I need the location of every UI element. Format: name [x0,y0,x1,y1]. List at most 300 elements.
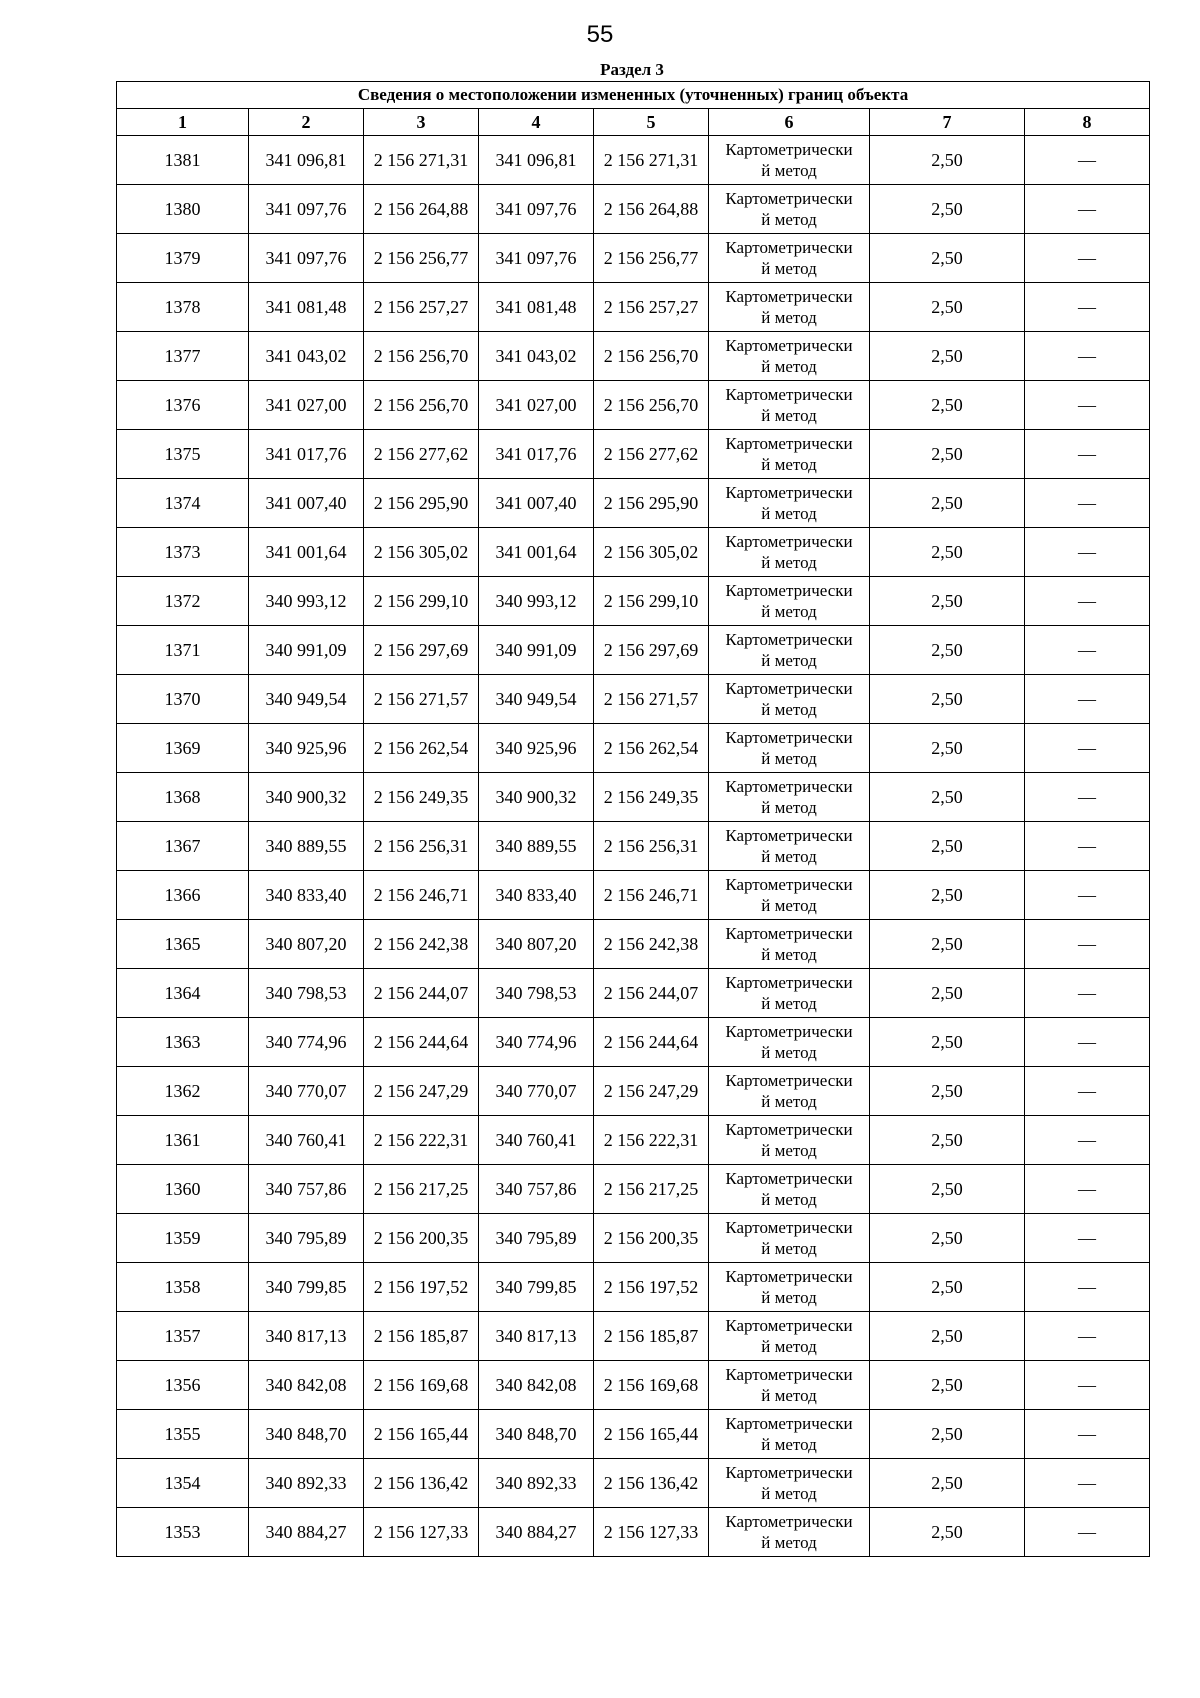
method-line: Картометрически [725,1071,853,1090]
table-row [117,1214,1150,1263]
refined-x-coordinate: 341 081,48 [479,283,594,332]
table-row [117,969,1150,1018]
accuracy-value: 2,50 [870,724,1025,773]
refined-y-coordinate: 2 156 299,10 [594,577,709,626]
point-number: 1361 [117,1116,249,1165]
determination-method [709,136,870,185]
method-line: Картометрически [725,1316,853,1335]
table-row [117,1508,1150,1557]
refined-x-coordinate: 340 770,07 [479,1067,594,1116]
existing-y-coordinate: 2 156 256,70 [364,332,479,381]
refined-x-coordinate: 340 993,12 [479,577,594,626]
accuracy-value: 2,50 [870,773,1025,822]
note-dash: — [1025,136,1150,185]
accuracy-value: 2,50 [870,871,1025,920]
note-dash: — [1025,1410,1150,1459]
determination-method [709,430,870,479]
method-line: Картометрически [725,679,853,698]
method-line: Картометрически [725,1120,853,1139]
point-number: 1367 [117,822,249,871]
table-row [117,430,1150,479]
accuracy-value: 2,50 [870,283,1025,332]
refined-x-coordinate: 340 807,20 [479,920,594,969]
point-number: 1365 [117,920,249,969]
method-line: й метод [761,798,817,817]
existing-x-coordinate: 340 770,07 [249,1067,364,1116]
determination-method [709,577,870,626]
accuracy-value: 2,50 [870,1214,1025,1263]
point-number: 1376 [117,381,249,430]
refined-y-coordinate: 2 156 295,90 [594,479,709,528]
method-line: й метод [761,1239,817,1258]
existing-x-coordinate: 340 799,85 [249,1263,364,1312]
table-row [117,234,1150,283]
determination-method [709,185,870,234]
table-row [117,626,1150,675]
existing-x-coordinate: 340 774,96 [249,1018,364,1067]
point-number: 1375 [117,430,249,479]
method-line: й метод [761,602,817,621]
existing-y-coordinate: 2 156 185,87 [364,1312,479,1361]
refined-y-coordinate: 2 156 256,70 [594,332,709,381]
existing-x-coordinate: 341 017,76 [249,430,364,479]
column-header: 5 [594,109,709,136]
note-dash: — [1025,724,1150,773]
existing-y-coordinate: 2 156 165,44 [364,1410,479,1459]
existing-y-coordinate: 2 156 256,77 [364,234,479,283]
determination-method [709,675,870,724]
point-number: 1380 [117,185,249,234]
refined-y-coordinate: 2 156 247,29 [594,1067,709,1116]
note-dash: — [1025,1312,1150,1361]
point-number: 1368 [117,773,249,822]
method-line: Картометрически [725,434,853,453]
table-row [117,577,1150,626]
refined-x-coordinate: 340 757,86 [479,1165,594,1214]
existing-x-coordinate: 340 757,86 [249,1165,364,1214]
method-line: й метод [761,1484,817,1503]
existing-y-coordinate: 2 156 297,69 [364,626,479,675]
existing-x-coordinate: 340 892,33 [249,1459,364,1508]
section-title: Раздел 3 [600,60,664,79]
existing-x-coordinate: 340 760,41 [249,1116,364,1165]
accuracy-value: 2,50 [870,626,1025,675]
table-row [117,479,1150,528]
determination-method [709,773,870,822]
accuracy-value: 2,50 [870,1067,1025,1116]
point-number: 1354 [117,1459,249,1508]
refined-x-coordinate: 340 889,55 [479,822,594,871]
point-number: 1356 [117,1361,249,1410]
refined-y-coordinate: 2 156 256,70 [594,381,709,430]
method-line: Картометрически [725,1463,853,1482]
determination-method [709,381,870,430]
boundary-coordinates-table [116,81,1150,1557]
table-row [117,675,1150,724]
note-dash: — [1025,479,1150,528]
refined-x-coordinate: 340 848,70 [479,1410,594,1459]
table-row [117,1410,1150,1459]
method-line: й метод [761,1092,817,1111]
accuracy-value: 2,50 [870,969,1025,1018]
existing-y-coordinate: 2 156 246,71 [364,871,479,920]
method-line: Картометрически [725,777,853,796]
point-number: 1371 [117,626,249,675]
note-dash: — [1025,528,1150,577]
existing-x-coordinate: 340 884,27 [249,1508,364,1557]
refined-y-coordinate: 2 156 244,64 [594,1018,709,1067]
point-number: 1353 [117,1508,249,1557]
method-line: Картометрически [725,140,853,159]
table-row [117,185,1150,234]
existing-x-coordinate: 340 795,89 [249,1214,364,1263]
accuracy-value: 2,50 [870,1165,1025,1214]
point-number: 1366 [117,871,249,920]
refined-x-coordinate: 340 774,96 [479,1018,594,1067]
note-dash: — [1025,1018,1150,1067]
point-number: 1362 [117,1067,249,1116]
table-row [117,1312,1150,1361]
existing-y-coordinate: 2 156 244,64 [364,1018,479,1067]
method-line: й метод [761,1288,817,1307]
accuracy-value: 2,50 [870,1018,1025,1067]
method-line: й метод [761,1141,817,1160]
refined-x-coordinate: 341 017,76 [479,430,594,479]
point-number: 1369 [117,724,249,773]
refined-x-coordinate: 341 097,76 [479,185,594,234]
existing-x-coordinate: 341 027,00 [249,381,364,430]
refined-y-coordinate: 2 156 197,52 [594,1263,709,1312]
refined-x-coordinate: 340 991,09 [479,626,594,675]
table-row [117,822,1150,871]
method-line: й метод [761,259,817,278]
existing-x-coordinate: 340 817,13 [249,1312,364,1361]
existing-y-coordinate: 2 156 249,35 [364,773,479,822]
refined-y-coordinate: 2 156 262,54 [594,724,709,773]
point-number: 1381 [117,136,249,185]
refined-y-coordinate: 2 156 127,33 [594,1508,709,1557]
point-number: 1359 [117,1214,249,1263]
note-dash: — [1025,1459,1150,1508]
determination-method [709,1410,870,1459]
method-line: Картометрически [725,1267,853,1286]
refined-y-coordinate: 2 156 185,87 [594,1312,709,1361]
existing-y-coordinate: 2 156 295,90 [364,479,479,528]
determination-method [709,1116,870,1165]
column-header: 2 [249,109,364,136]
determination-method [709,332,870,381]
refined-x-coordinate: 340 798,53 [479,969,594,1018]
method-line: Картометрически [725,336,853,355]
determination-method [709,1508,870,1557]
existing-x-coordinate: 341 097,76 [249,234,364,283]
column-header: 8 [1025,109,1150,136]
method-line: й метод [761,308,817,327]
accuracy-value: 2,50 [870,822,1025,871]
accuracy-value: 2,50 [870,185,1025,234]
method-line: Картометрически [725,385,853,404]
method-line: й метод [761,504,817,523]
table-row [117,1459,1150,1508]
refined-x-coordinate: 341 027,00 [479,381,594,430]
point-number: 1360 [117,1165,249,1214]
note-dash: — [1025,430,1150,479]
accuracy-value: 2,50 [870,381,1025,430]
note-dash: — [1025,1263,1150,1312]
existing-x-coordinate: 340 842,08 [249,1361,364,1410]
refined-y-coordinate: 2 156 256,77 [594,234,709,283]
determination-method [709,283,870,332]
existing-x-coordinate: 341 096,81 [249,136,364,185]
note-dash: — [1025,675,1150,724]
refined-y-coordinate: 2 156 264,88 [594,185,709,234]
accuracy-value: 2,50 [870,234,1025,283]
note-dash: — [1025,1361,1150,1410]
point-number: 1358 [117,1263,249,1312]
existing-y-coordinate: 2 156 256,31 [364,822,479,871]
method-line: Картометрически [725,826,853,845]
table-row [117,1263,1150,1312]
table-row [117,1067,1150,1116]
existing-x-coordinate: 340 991,09 [249,626,364,675]
method-line: й метод [761,455,817,474]
accuracy-value: 2,50 [870,1508,1025,1557]
existing-x-coordinate: 340 925,96 [249,724,364,773]
table-row [117,773,1150,822]
accuracy-value: 2,50 [870,1410,1025,1459]
existing-y-coordinate: 2 156 222,31 [364,1116,479,1165]
refined-y-coordinate: 2 156 305,02 [594,528,709,577]
refined-x-coordinate: 341 096,81 [479,136,594,185]
refined-y-coordinate: 2 156 297,69 [594,626,709,675]
refined-y-coordinate: 2 156 169,68 [594,1361,709,1410]
point-number: 1378 [117,283,249,332]
accuracy-value: 2,50 [870,528,1025,577]
note-dash: — [1025,381,1150,430]
refined-x-coordinate: 341 097,76 [479,234,594,283]
refined-x-coordinate: 341 043,02 [479,332,594,381]
refined-x-coordinate: 341 001,64 [479,528,594,577]
existing-x-coordinate: 340 807,20 [249,920,364,969]
method-line: Картометрически [725,1512,853,1531]
refined-y-coordinate: 2 156 222,31 [594,1116,709,1165]
existing-y-coordinate: 2 156 242,38 [364,920,479,969]
refined-y-coordinate: 2 156 244,07 [594,969,709,1018]
point-number: 1372 [117,577,249,626]
column-header: 4 [479,109,594,136]
determination-method [709,871,870,920]
refined-y-coordinate: 2 156 165,44 [594,1410,709,1459]
table-row [117,920,1150,969]
table-row [117,283,1150,332]
note-dash: — [1025,822,1150,871]
existing-y-coordinate: 2 156 277,62 [364,430,479,479]
determination-method [709,1165,870,1214]
determination-method [709,479,870,528]
method-line: Картометрически [725,1414,853,1433]
determination-method [709,920,870,969]
method-line: Картометрически [725,1365,853,1384]
refined-x-coordinate: 340 892,33 [479,1459,594,1508]
refined-x-coordinate: 340 884,27 [479,1508,594,1557]
refined-x-coordinate: 340 760,41 [479,1116,594,1165]
table-row [117,136,1150,185]
existing-x-coordinate: 340 889,55 [249,822,364,871]
note-dash: — [1025,1116,1150,1165]
refined-x-coordinate: 340 817,13 [479,1312,594,1361]
determination-method [709,1459,870,1508]
note-dash: — [1025,773,1150,822]
determination-method [709,1361,870,1410]
note-dash: — [1025,1165,1150,1214]
determination-method [709,1263,870,1312]
refined-y-coordinate: 2 156 242,38 [594,920,709,969]
existing-y-coordinate: 2 156 244,07 [364,969,479,1018]
method-line: Картометрически [725,924,853,943]
method-line: й метод [761,357,817,376]
determination-method [709,626,870,675]
method-line: Картометрически [725,189,853,208]
method-line: й метод [761,1386,817,1405]
table-row [117,528,1150,577]
method-line: Картометрически [725,875,853,894]
column-header: 3 [364,109,479,136]
method-line: й метод [761,161,817,180]
existing-x-coordinate: 341 043,02 [249,332,364,381]
accuracy-value: 2,50 [870,920,1025,969]
existing-x-coordinate: 341 081,48 [249,283,364,332]
method-line: й метод [761,749,817,768]
method-line: Картометрически [725,1218,853,1237]
method-line: й метод [761,700,817,719]
method-line: Картометрически [725,1022,853,1041]
table-row [117,332,1150,381]
note-dash: — [1025,332,1150,381]
refined-x-coordinate: 340 799,85 [479,1263,594,1312]
refined-x-coordinate: 340 949,54 [479,675,594,724]
method-line: й метод [761,1533,817,1552]
accuracy-value: 2,50 [870,1459,1025,1508]
existing-y-coordinate: 2 156 197,52 [364,1263,479,1312]
method-line: й метод [761,847,817,866]
existing-y-coordinate: 2 156 271,57 [364,675,479,724]
note-dash: — [1025,626,1150,675]
determination-method [709,234,870,283]
method-line: Картометрически [725,287,853,306]
determination-method [709,724,870,773]
point-number: 1355 [117,1410,249,1459]
determination-method [709,1214,870,1263]
existing-y-coordinate: 2 156 262,54 [364,724,479,773]
existing-x-coordinate: 340 949,54 [249,675,364,724]
table-row [117,1165,1150,1214]
existing-y-coordinate: 2 156 271,31 [364,136,479,185]
existing-y-coordinate: 2 156 257,27 [364,283,479,332]
refined-x-coordinate: 340 833,40 [479,871,594,920]
method-line: Картометрически [725,532,853,551]
existing-x-coordinate: 340 833,40 [249,871,364,920]
existing-x-coordinate: 340 993,12 [249,577,364,626]
determination-method [709,1312,870,1361]
refined-y-coordinate: 2 156 271,31 [594,136,709,185]
existing-x-coordinate: 341 097,76 [249,185,364,234]
column-header: 6 [709,109,870,136]
accuracy-value: 2,50 [870,136,1025,185]
method-line: й метод [761,945,817,964]
method-line: й метод [761,994,817,1013]
table-caption: Сведения о местоположении измененных (уточненных) границ объекта [117,82,1150,109]
note-dash: — [1025,871,1150,920]
method-line: Картометрически [725,483,853,502]
column-header: 1 [117,109,249,136]
accuracy-value: 2,50 [870,1116,1025,1165]
accuracy-value: 2,50 [870,332,1025,381]
refined-x-coordinate: 340 925,96 [479,724,594,773]
table-row [117,1018,1150,1067]
determination-method [709,528,870,577]
note-dash: — [1025,920,1150,969]
determination-method [709,969,870,1018]
refined-x-coordinate: 341 007,40 [479,479,594,528]
accuracy-value: 2,50 [870,1361,1025,1410]
existing-y-coordinate: 2 156 299,10 [364,577,479,626]
method-line: Картометрически [725,581,853,600]
accuracy-value: 2,50 [870,430,1025,479]
point-number: 1379 [117,234,249,283]
page-number: 55 [586,21,614,48]
point-number: 1370 [117,675,249,724]
refined-y-coordinate: 2 156 200,35 [594,1214,709,1263]
accuracy-value: 2,50 [870,675,1025,724]
note-dash: — [1025,234,1150,283]
method-line: Картометрически [725,1169,853,1188]
refined-y-coordinate: 2 156 257,27 [594,283,709,332]
table-row [117,724,1150,773]
existing-x-coordinate: 341 001,64 [249,528,364,577]
column-header: 7 [870,109,1025,136]
existing-y-coordinate: 2 156 264,88 [364,185,479,234]
existing-x-coordinate: 341 007,40 [249,479,364,528]
determination-method [709,1067,870,1116]
method-line: й метод [761,406,817,425]
note-dash: — [1025,1508,1150,1557]
existing-x-coordinate: 340 848,70 [249,1410,364,1459]
accuracy-value: 2,50 [870,479,1025,528]
determination-method [709,822,870,871]
existing-y-coordinate: 2 156 247,29 [364,1067,479,1116]
note-dash: — [1025,1067,1150,1116]
existing-y-coordinate: 2 156 136,42 [364,1459,479,1508]
method-line: й метод [761,553,817,572]
table-body [117,136,1150,1557]
method-line: Картометрически [725,728,853,747]
point-number: 1363 [117,1018,249,1067]
refined-x-coordinate: 340 842,08 [479,1361,594,1410]
point-number: 1364 [117,969,249,1018]
method-line: й метод [761,210,817,229]
existing-y-coordinate: 2 156 256,70 [364,381,479,430]
refined-y-coordinate: 2 156 246,71 [594,871,709,920]
method-line: Картометрически [725,973,853,992]
method-line: й метод [761,651,817,670]
method-line: й метод [761,1190,817,1209]
refined-y-coordinate: 2 156 277,62 [594,430,709,479]
point-number: 1374 [117,479,249,528]
existing-y-coordinate: 2 156 200,35 [364,1214,479,1263]
existing-y-coordinate: 2 156 169,68 [364,1361,479,1410]
note-dash: — [1025,185,1150,234]
refined-y-coordinate: 2 156 271,57 [594,675,709,724]
